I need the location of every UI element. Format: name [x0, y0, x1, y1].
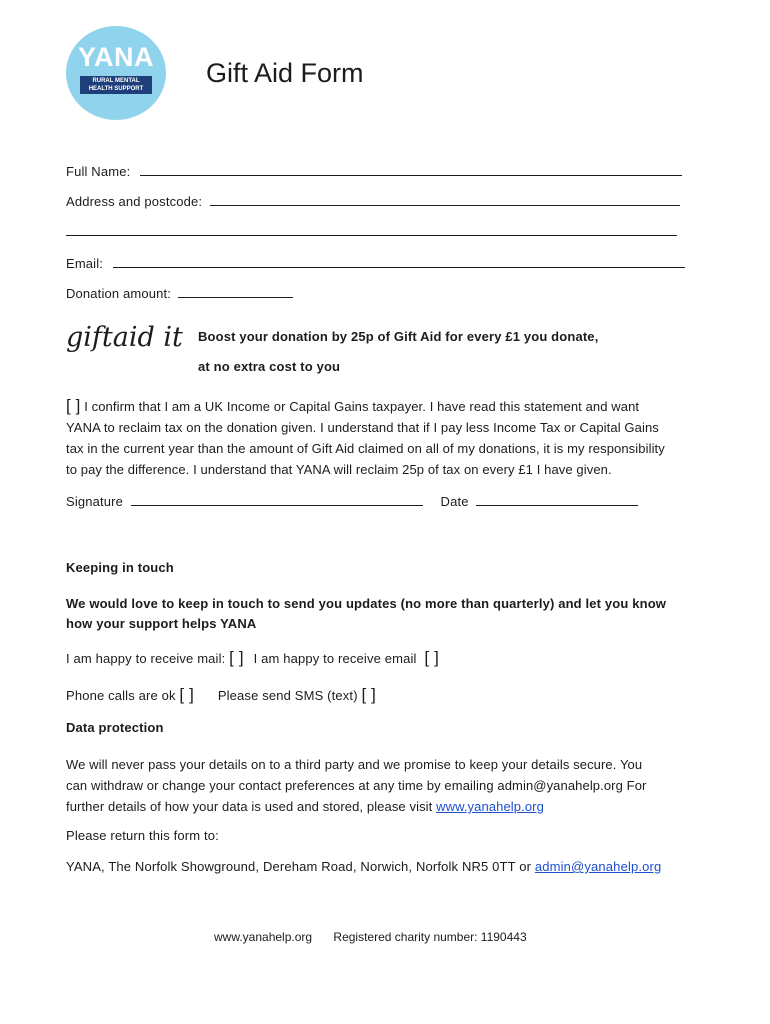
email-field[interactable] — [113, 254, 685, 268]
logo-tagline — [80, 76, 152, 94]
signature-label: Signature — [66, 494, 123, 509]
date-label: Date — [440, 494, 469, 509]
signature-row — [66, 492, 638, 509]
data-protection-line-2: can withdraw or change your contact preferences at any time by emailing admin@yanahelp.org For — [66, 778, 647, 793]
giftaid-logo: giftaid it — [66, 322, 183, 353]
address-row — [66, 192, 680, 209]
yana-logo — [66, 26, 166, 120]
data-protection-line-3: further details of how your data is used and stored, please visit — [66, 799, 433, 814]
keeping-in-touch-intro-2: how your support helps YANA — [66, 616, 257, 631]
data-protection-heading: Data protection — [66, 720, 164, 735]
giftaid-boost-line-1: Boost your donation by 25p of Gift Aid for every £1 you donate, — [198, 329, 599, 344]
contact-row-2 — [66, 685, 376, 705]
logo-brand: YANA — [77, 42, 155, 72]
declaration-line-1: I confirm that I am a UK Income or Capital Gains taxpayer. I have read this statement and want — [84, 399, 640, 414]
sms-checkbox[interactable]: [ ] — [361, 685, 377, 704]
address-field-line-2[interactable] — [66, 222, 677, 236]
return-label: Please return this form to: — [66, 828, 219, 843]
address-label: Address and postcode: — [66, 194, 203, 209]
footer-website: www.yanahelp.org — [214, 930, 313, 944]
declaration-line-2: YANA to reclaim tax on the donation given. I understand that if I pay less Income Tax or Capital Gains — [66, 420, 659, 435]
date-field[interactable] — [476, 492, 638, 506]
phone-checkbox[interactable]: [ ] — [179, 685, 195, 704]
donation-row — [66, 284, 293, 301]
giftaid-declaration — [66, 395, 716, 480]
donation-label: Donation amount: — [66, 286, 172, 301]
return-address: YANA, The Norfolk Showground, Dereham Road, Norwich, Norfolk NR5 0TT or — [66, 859, 532, 874]
return-address-row — [66, 859, 661, 874]
data-protection-line-1: We will never pass your details on to a third party and we promise to keep your details secure. You — [66, 757, 643, 772]
page-title: Gift Aid Form — [206, 58, 364, 88]
sms-label: Please send SMS (text) — [217, 688, 358, 703]
website-link[interactable]: www.yanahelp.org — [436, 799, 544, 814]
giftaid-boost-line-2: at no extra cost to you — [198, 359, 341, 374]
mail-checkbox[interactable]: [ ] — [229, 648, 244, 667]
full-name-row — [66, 162, 682, 179]
signature-field[interactable] — [131, 492, 423, 506]
giftaid-checkbox[interactable]: [ ] — [66, 396, 81, 415]
mail-label: I am happy to receive mail: — [66, 651, 226, 666]
logo-tagline-1: RURAL MENTAL — [92, 78, 140, 84]
declaration-line-4: to pay the difference. I understand that YANA will reclaim 25p of tax on every £1 I have given. — [66, 462, 612, 477]
full-name-label: Full Name: — [66, 164, 131, 179]
logo-tagline-2: HEALTH SUPPORT — [88, 86, 144, 92]
keeping-in-touch-intro-1: We would love to keep in touch to send you updates (no more than quarterly) and let you know — [66, 596, 667, 611]
footer — [214, 930, 527, 944]
email-pref-label: I am happy to receive email — [253, 651, 417, 666]
email-link[interactable]: admin@yanahelp.org — [534, 859, 662, 874]
contact-row-1 — [66, 648, 439, 668]
declaration-line-3: tax in the current year than the amount of Gift Aid claimed on all of my donations, it is my responsibility — [66, 441, 665, 456]
footer-charity: Registered charity number: 1190443 — [333, 930, 527, 944]
email-checkbox[interactable]: [ ] — [424, 648, 439, 667]
email-label: Email: — [66, 256, 104, 271]
donation-amount-field[interactable] — [178, 284, 293, 298]
address-field[interactable] — [210, 192, 680, 206]
phone-label: Phone calls are ok — [66, 688, 176, 703]
full-name-field[interactable] — [140, 162, 682, 176]
keeping-in-touch-heading: Keeping in touch — [66, 560, 174, 575]
email-row — [66, 254, 685, 271]
data-protection-text — [66, 754, 646, 817]
